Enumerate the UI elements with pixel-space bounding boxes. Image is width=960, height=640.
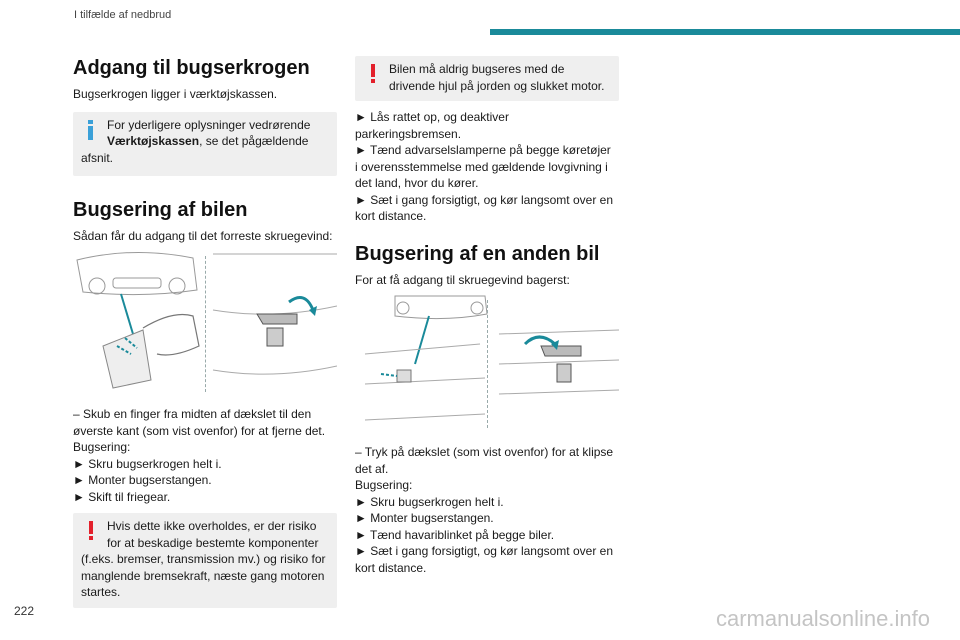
page-number: 222: [14, 604, 35, 618]
front-caption-1: – Skub en finger fra midten af dækslet til den: [73, 407, 312, 421]
section-title-access: Adgang til bugserkrogen: [73, 57, 310, 79]
rear-step-3: ► Tænd havariblinket på begge biler.: [355, 527, 555, 542]
front-warning-line-2: for at beskadige bestemte komponenter: [107, 535, 319, 550]
rear-towing-label: Bugsering:: [355, 478, 413, 492]
towing-step-line-3: ► Tænd advarselslamperne på begge køretøjer: [355, 143, 611, 157]
info-line-2-rest: , se det pågældende: [199, 134, 309, 148]
section-header: I tilfælde af nedbrud: [74, 9, 172, 21]
access-intro: Bugserkrogen ligger i værktøjskassen.: [73, 87, 278, 101]
towing-step-line-6: ► Sæt i gang forsigtigt, og kør langsomt over en: [355, 192, 613, 207]
info-line-2: [81, 133, 329, 150]
rear-step-4: ► Sæt i gang forsigtigt, og kør langsomt over en: [355, 544, 613, 558]
watermark: carmanualsonline.info: [715, 606, 930, 631]
info-bold-term: Værktøjskassen: [107, 134, 200, 148]
motor-warning-line-1: Bilen må aldrig bugseres med de: [389, 62, 565, 76]
rear-tow-figure: [355, 294, 619, 434]
header-accent-bar: [490, 29, 960, 35]
info-note: [73, 112, 337, 176]
front-step-2: ► Monter bugserstangen.: [73, 473, 212, 487]
other-car-intro: For at få adgang til skruegevind bagerst:: [355, 272, 570, 287]
warning-icon: [363, 63, 383, 85]
rear-step-1: ► Skru bugserkrogen helt i.: [355, 494, 504, 509]
front-tow-figure: [73, 250, 337, 398]
front-warning: [73, 513, 337, 608]
motor-off-warning: [355, 56, 619, 101]
info-line-3: afsnit.: [81, 150, 114, 165]
rear-step-2: ► Monter bugserstangen.: [355, 511, 494, 525]
front-step-3: ► Skift til friegear.: [73, 489, 171, 504]
figure-divider: [205, 256, 206, 392]
front-warning-line-1: Hvis dette ikke overholdes, er der risiko: [107, 519, 317, 533]
front-towing-label: Bugsering:: [73, 440, 131, 454]
front-warning-line-3: (f.eks. bremser, transmission mv.) og risiko for: [81, 552, 326, 566]
section-title-other-car: Bugsering af en anden bil: [355, 242, 600, 265]
towing-intro: Sådan får du adgang til det forreste skruegevind:: [73, 228, 333, 243]
front-warning-line-5: startes.: [81, 585, 121, 599]
right-column: [355, 56, 619, 576]
towing-step-line-4: i overensstemmelse med gældende lovgivning i: [355, 159, 608, 174]
front-step-1: ► Skru bugserkrogen helt i.: [73, 456, 222, 471]
front-warning-line-4: manglende bremsekraft, næste gang motoren: [81, 568, 325, 583]
info-icon: [81, 119, 101, 141]
info-line-1: For yderligere oplysninger vedrørende: [107, 117, 311, 132]
front-caption-2: øverste kant (som vist ovenfor) for at fjerne det.: [73, 423, 326, 438]
rear-step-5: kort distance.: [355, 560, 427, 575]
towing-step-line-1: ► Lås rattet op, og deaktiver: [355, 110, 509, 124]
warning-icon: [81, 520, 101, 542]
towing-step-line-5: det land, hvor du kører.: [355, 176, 479, 190]
towing-step-line-7: kort distance.: [355, 209, 427, 223]
towing-step-line-2: parkeringsbremsen.: [355, 126, 462, 141]
rear-caption-2: det af.: [355, 461, 389, 476]
towing-steps: [355, 109, 619, 225]
figure-divider: [487, 300, 488, 428]
motor-warning-line-2: drivende hjul på jorden og slukket motor.: [389, 78, 605, 93]
rear-caption-1: – Tryk på dækslet (som vist ovenfor) for at klipse: [355, 445, 614, 459]
left-column: [73, 56, 337, 608]
section-title-towing: Bugsering af bilen: [73, 198, 248, 221]
